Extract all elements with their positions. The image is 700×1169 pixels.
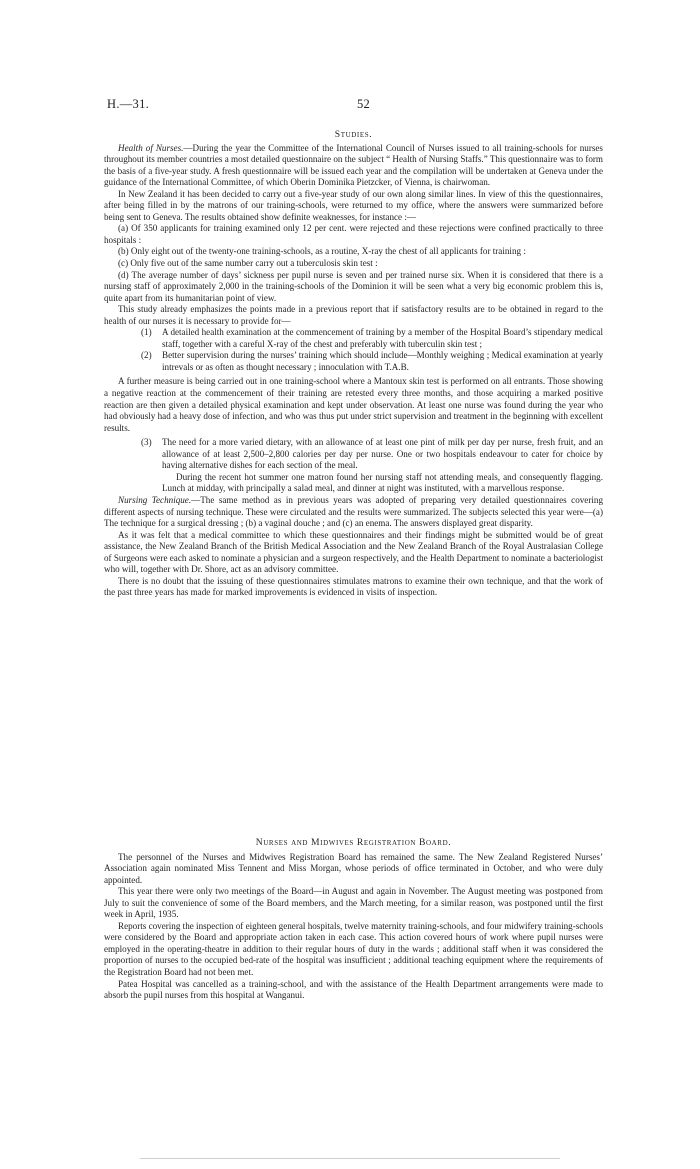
provision-3-number: (3) (141, 437, 152, 448)
inspection-reports-paragraph: Reports covering the inspection of eighteen general hospitals, twelve maternity training-schools, and four midwifery training-schools were considered by the Board and appropriate action taken in each case. This action covered hours of work where pupil nurses were employed in the operating-theatre in addition to their regular hours of duty in the wards ; additional staff when it was considered the proportion of nurses to the occupied bed-rate of the hospital was insufficient ; additional teaching equipment where the requirements of the Registration Board had not been met. (104, 920, 603, 978)
provision-1-text: A detailed health examination at the commencement of training by a member of the Hospital Board’s stipendary medical staff, together with a careful X-ray of the chest and preferably with tuberculin skin test ; (162, 327, 603, 349)
nursing-technique-paragraph (104, 495, 603, 530)
finding-a: (a) Of 350 applicants for training examined only 12 per cent. were rejected and these rejections were confined practically to three hospitals : (104, 223, 603, 245)
report-reference: H.—31. (107, 97, 150, 111)
footer-rule (140, 1158, 560, 1159)
health-of-nurses-paragraph (104, 143, 603, 189)
studies-section (104, 129, 603, 599)
provision-3-text: The need for a more varied dietary, with an allowance of at least one pint of milk per day per nurse, fresh fruit, and an allowance of at least 2,500–2,800 calories per day per nurse. One or two hospitals endeavour to cater for choice by having alternative dishes for each section of the meal. (162, 437, 603, 471)
provision-1-number: (1) (141, 327, 152, 338)
provision-3-subparagraph: During the recent hot summer one matron found her nursing staff not attending meals, and consequently flagging. Lunch at midday, with principally a salad meal, and dinner at night was instituted, with a marvellous response. (162, 471, 603, 494)
health-of-nurses-text: —During the year the Committee of the International Council of Nurses issued to all training-schools for nurses throughout its member countries a most detailed questionnaire on the subject “ Health of Nursing Staffs.” This questionnaire was to form the basis of a five-year study. A fresh questionnaire will be issued each year and the compilation will be undertaken at Geneva under the guidance of the International Committee, of which Oberin Dominika Pietzcker, of Vienna, is chairwoman. (104, 142, 603, 188)
finding-d: (d) The average number of days’ sickness per pupil nurse is seven and per trained nurse six. When it is considered that there is a nursing staff of approximately 2,000 in the training-schools of the Dominion it will be seen what a very big economic problem this is, quite apart from its humanitarian point of view. (104, 269, 603, 303)
provision-2 (104, 350, 603, 373)
page-number: 52 (357, 97, 371, 111)
health-of-nurses-lead: Health of Nurses. (118, 142, 184, 153)
provision-1 (104, 327, 603, 350)
finding-b: (b) Only eight out of the twenty-one training-schools, as a routine, X-ray the chest of all applicants for training : (118, 246, 526, 257)
registration-board-section (104, 837, 603, 1002)
nursing-technique-lead: Nursing Technique. (118, 494, 192, 505)
advisory-committee-paragraph: As it was felt that a medical committee to which these questionnaires and their findings might be submitted would be of great assistance, the New Zealand Branch of the British Medical Association and the New Zealand Branch of the Royal Australasian College of Surgeons were each asked to nominate a physician and a surgeon respectively, and the Health Department to nominate a bacteriologist who will, together with Dr. Shore, act as an advisory committee. (104, 529, 603, 575)
board-personnel-paragraph: The personnel of the Nurses and Midwives Registration Board has remained the same. The New Zealand Registered Nurses’ Association again nominated Miss Tennent and Miss Morgan, whose periods of office terminated in October, and who were duly appointed. (104, 851, 603, 885)
questionnaire-benefit-paragraph: There is no doubt that the issuing of these questionnaires stimulates matrons to examine their own technique, and that the work of the past three years has made for marked improvements is evidenced in visits of inspection. (104, 575, 603, 598)
registration-board-heading: Nurses and Midwives Registration Board. (255, 837, 452, 848)
provision-2-number: (2) (141, 350, 152, 361)
patea-hospital-paragraph: Patea Hospital was cancelled as a training-school, and with the assistance of the Health Department arrangements were made to absorb the pupil nurses from this hospital at Wanganui. (104, 978, 603, 1001)
provision-3 (104, 437, 603, 472)
provision-2-text: Better supervision during the nurses’ training which should include—Monthly weighing ; Medical examination at yearly intrevals or as often as thought necessary ; innoculation with T.A.B. (162, 350, 603, 372)
provisions-intro-paragraph: This study already emphasizes the points made in a previous report that if satisfactory results are to be obtained in regard to the health of our nurses it is necessary to provide for— (104, 304, 603, 326)
finding-c: (c) Only five out of the same number carry out a tuberculosis skin test : (118, 258, 378, 269)
board-meetings-paragraph: This year there were only two meetings of the Board—in August and again in November. The August meeting was postponed from July to suit the convenience of some of the Board members, and the March meeting, for a similar reason, was postponed until the first week in April, 1935. (104, 886, 603, 920)
mantoux-paragraph: A further measure is being carried out in one training-school where a Mantoux skin test is performed on all entrants. Those showing a negative reaction at the commencement of their training are retested every three months, and those acquiring a marked positive reaction are then given a detailed physical examination and kept under observation. At least one nurse was found during the year who had obviously had a heavy dose of infection, and who was thus put under strict supervision and treatment in the beginning with excellent results. (104, 376, 603, 433)
nursing-technique-text: —The same method as in previous years was adopted of preparing very detailed questionnaires covering different aspects of nursing technique. These were circulated and the results were summarized. The subjects selected this year were—(a) The technique for a surgical dressing ; (b) a vaginal douche ; and (c) an enema. The answers displayed great disparity. (104, 494, 603, 529)
studies-heading: Studies. (334, 129, 373, 140)
five-year-study-paragraph: In New Zealand it has been decided to carry out a five-year study of our own along similar lines. In view of this the questionnaires, after being filled in by the matrons of our training-schools, were returned to my office, where the answers were summarized before being sent to Geneva. The results obtained show definite weaknesses, for instance :— (104, 188, 603, 222)
